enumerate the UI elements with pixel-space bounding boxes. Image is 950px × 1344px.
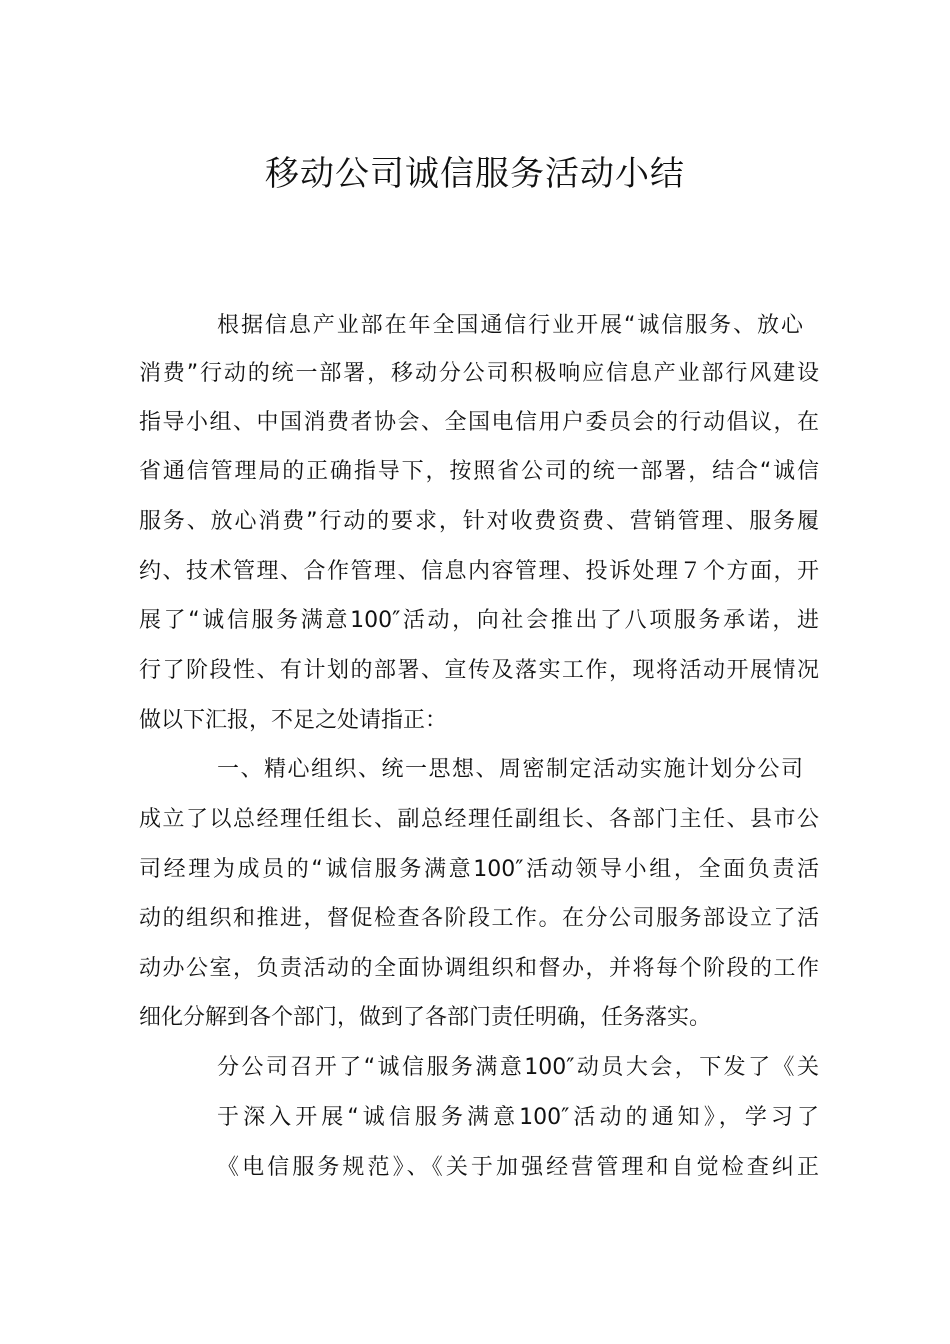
paragraph-1-line-4: 省通信管理局的正确指导下，按照省公司的统一部署，结合“诚信 [139, 459, 819, 484]
paragraph-1-line-8: 行了阶段性、有计划的部署、宣传及落实工作，现将活动开展情况 [139, 658, 819, 683]
paragraph-1-line-2: 消费”行动的统一部署，移动分公司积极响应信息产业部行风建设 [139, 361, 819, 386]
paragraph-2-line-6: 细化分解到各个部门，做到了各部门责任明确，任务落实。 [139, 1005, 712, 1030]
paragraph-2-line-3: 司经理为成员的“诚信服务满意100″活动领导小组，全面负责活 [139, 857, 819, 882]
paragraph-2-line-5: 动办公室，负责活动的全面协调组织和督办，并将每个阶段的工作 [139, 956, 819, 981]
paragraph-2-line-1: 一、精心组织、统一思想、周密制定活动实施计划分公司 [217, 757, 803, 782]
paragraph-2-line-2: 成立了以总经理任组长、副总经理任副组长、各部门主任、县市公 [139, 807, 819, 832]
paragraph-2-line-4: 动的组织和推进，督促检查各阶段工作。在分公司服务部设立了活 [139, 906, 819, 931]
paragraph-3-line-2: 于深入开展“诚信服务满意100″活动的通知》，学习了 [217, 1105, 819, 1130]
paragraph-1-line-9: 做以下汇报，不足之处请指正： [139, 708, 448, 733]
paragraph-1-line-1: 根据信息产业部在年全国通信行业开展“诚信服务、放心 [217, 313, 803, 338]
paragraph-3-line-3: 《电信服务规范》、《关于加强经营管理和自觉检查纠正 [217, 1155, 819, 1180]
paragraph-1-line-7: 展了“诚信服务满意100″活动，向社会推出了八项服务承诺，进 [139, 608, 819, 633]
paragraph-1-line-3: 指导小组、中国消费者协会、全国电信用户委员会的行动倡议，在 [139, 410, 819, 435]
paragraph-1-line-5: 服务、放心消费”行动的要求，针对收费资费、营销管理、服务履 [139, 509, 819, 534]
document-title: 移动公司诚信服务活动小结 [265, 154, 685, 194]
paragraph-3-line-1: 分公司召开了“诚信服务满意100″动员大会，下发了《关 [217, 1055, 819, 1080]
paragraph-1-line-6: 约、技术管理、合作管理、信息内容管理、投诉处理７个方面，开 [139, 559, 819, 584]
